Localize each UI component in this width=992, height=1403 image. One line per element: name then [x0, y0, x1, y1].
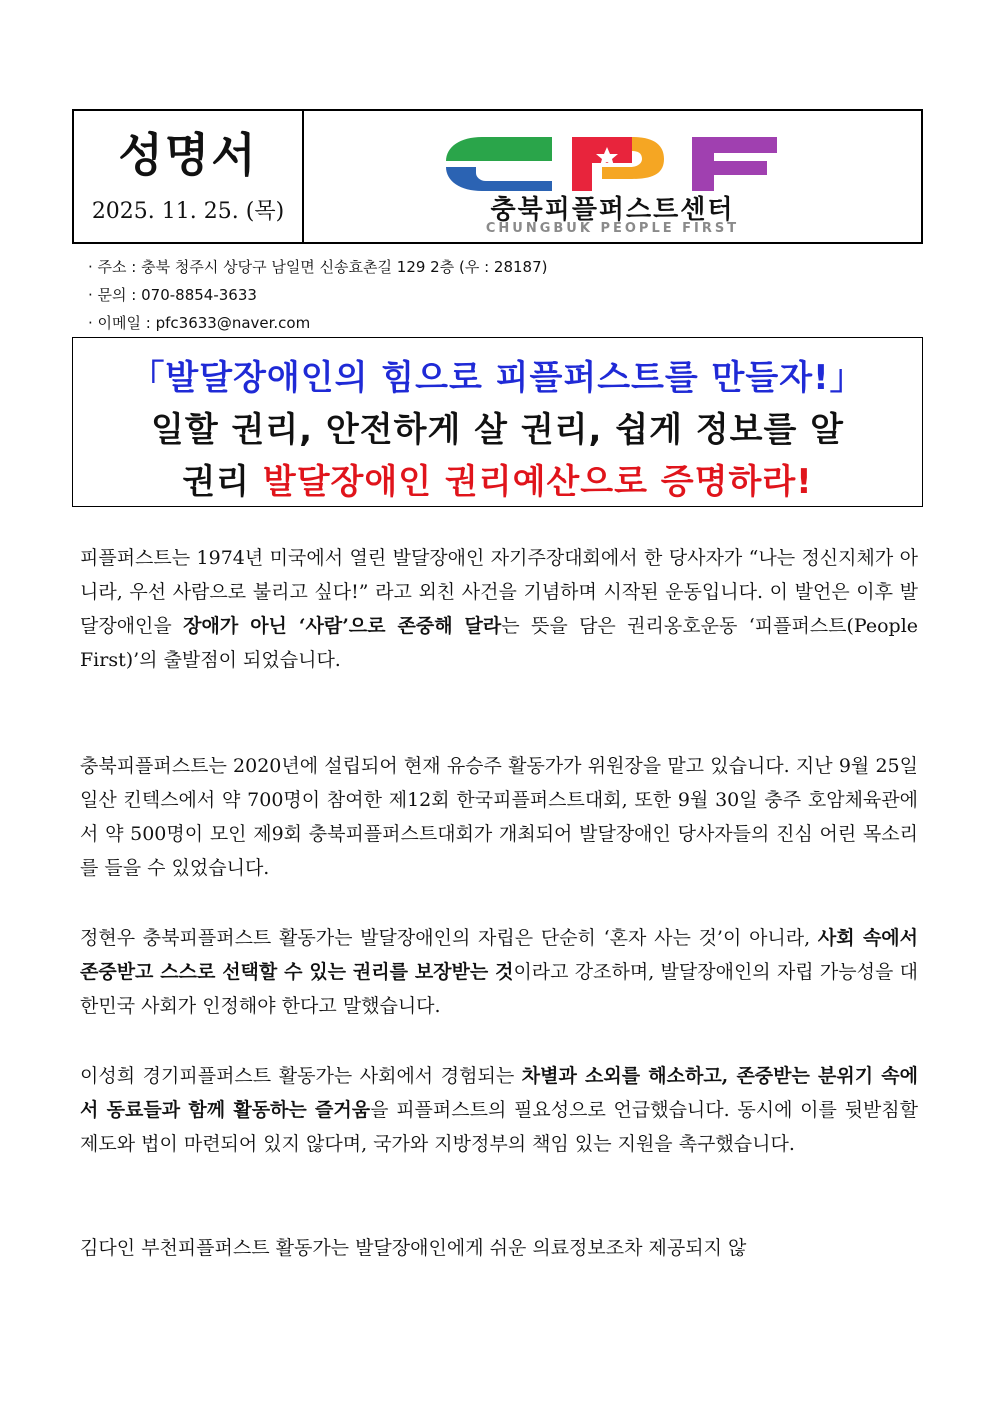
headline-line-3-red: 발달장애인 권리예산으로 증명하라!: [262, 462, 813, 502]
title-cell: [74, 111, 304, 242]
paragraph-1-bold: 장애가 아닌 ‘사람’으로 존중해 달라: [183, 615, 502, 637]
logo-f-purple: [692, 137, 777, 191]
paragraph-3-bold: 사회 속에서 존중받고 스스로 선택할 수 있는 권리를 보장받는 것: [80, 927, 919, 983]
paragraph-4-text-a: 이성희 경기피플퍼스트 활동가는 사회에서 경험되는: [80, 1065, 522, 1087]
paragraph-1: [80, 541, 918, 677]
headline-box: [72, 337, 923, 507]
header-box: [72, 109, 923, 244]
paragraph-3-text-a: 정현우 충북피플퍼스트 활동가는 발달장애인의 자립은 단순히 ‘혼자 사는 것’이 아니라,: [80, 927, 818, 949]
document-date: 2025. 11. 25. (목): [91, 199, 285, 224]
paragraph-2: 충북피플퍼스트는 2020년에 설립되어 현재 유승주 활동가가 위원장을 맡고 있습니다. 지난 9월 25일 일산 킨텍스에서 약 700명이 참여한 제12회 한국피플퍼스트대회, 또한 9월 30일 충주 호암체육관에서 약 500명이 모인 제9회 충북피플퍼스트대회가 개최되어 발달장애인 당사자들의 진심 어린 목소리를 들을 수 있었습니다.: [80, 755, 918, 879]
document-title: 성명서: [118, 128, 258, 182]
phone-line: · 문의 : 070-8854-3633: [88, 286, 257, 304]
logo-c-blue: [446, 167, 552, 191]
paragraph-3-text-b: 이라고 강조하며, 발달장애인의 자립 가능성을 대한민국 사회가 인정해야 한다고 말했습니다.: [80, 961, 918, 1017]
contact-info: [88, 253, 548, 337]
paragraph-5: 김다인 부천피플퍼스트 활동가는 발달장애인에게 쉬운 의료정보조차 제공되지 않: [80, 1237, 747, 1259]
paragraph-1-text-a: 피플퍼스트는 1974년 미국에서 열린 발달장애인 자기주장대회에서 한 당사자가 “나는 정신지체가 아니라, 우선 사람으로 불리고 싶다!” 라고 외친 사건을 기념하며 시작된 운동입니다. 이 발언은 이후 발달장애인을: [80, 547, 918, 637]
address-line: · 주소 : 충북 청주시 상당구 남일면 신송효촌길 129 2층 (우 : 28187): [88, 258, 548, 276]
headline-line-2: 일할 권리, 안전하게 살 권리, 쉽게 정보를 알: [150, 410, 845, 450]
paragraph-3: [80, 921, 918, 1023]
email-line: · 이메일 : pfc3633@naver.com: [88, 314, 311, 332]
org-name: 충북피플퍼스트센터: [490, 195, 735, 225]
cpf-logo: [442, 133, 787, 193]
paragraph-4-bold: 차별과 소외를 해소하고, 존중받는 분위기 속에서 동료들과 함께 활동하는 즐거움: [80, 1065, 918, 1121]
paragraph-4-text-b: 을 피플퍼스트의 필요성으로 언급했습니다. 동시에 이를 뒷받침할 제도와 법이 마련되어 있지 않다며, 국가와 지방정부의 책임 있는 지원을 촉구했습니다.: [80, 1099, 919, 1155]
headline-line-1: 「발달장애인의 힘으로 피플퍼스트를 만들자!」: [130, 358, 865, 398]
logo-cell: [304, 111, 921, 242]
paragraph-1-text-b: 는 뜻을 담은 권리옹호운동 ‘피플퍼스트(People First)’의 출발점이 되었습니다.: [80, 615, 919, 671]
headline-line-3-black: 권리: [182, 462, 263, 502]
org-name-en: CHUNGBUK PEOPLE FIRST: [485, 221, 740, 236]
paragraph-4: [80, 1059, 918, 1161]
logo-c-green: [446, 137, 552, 161]
headline-line-3: [73, 454, 922, 503]
